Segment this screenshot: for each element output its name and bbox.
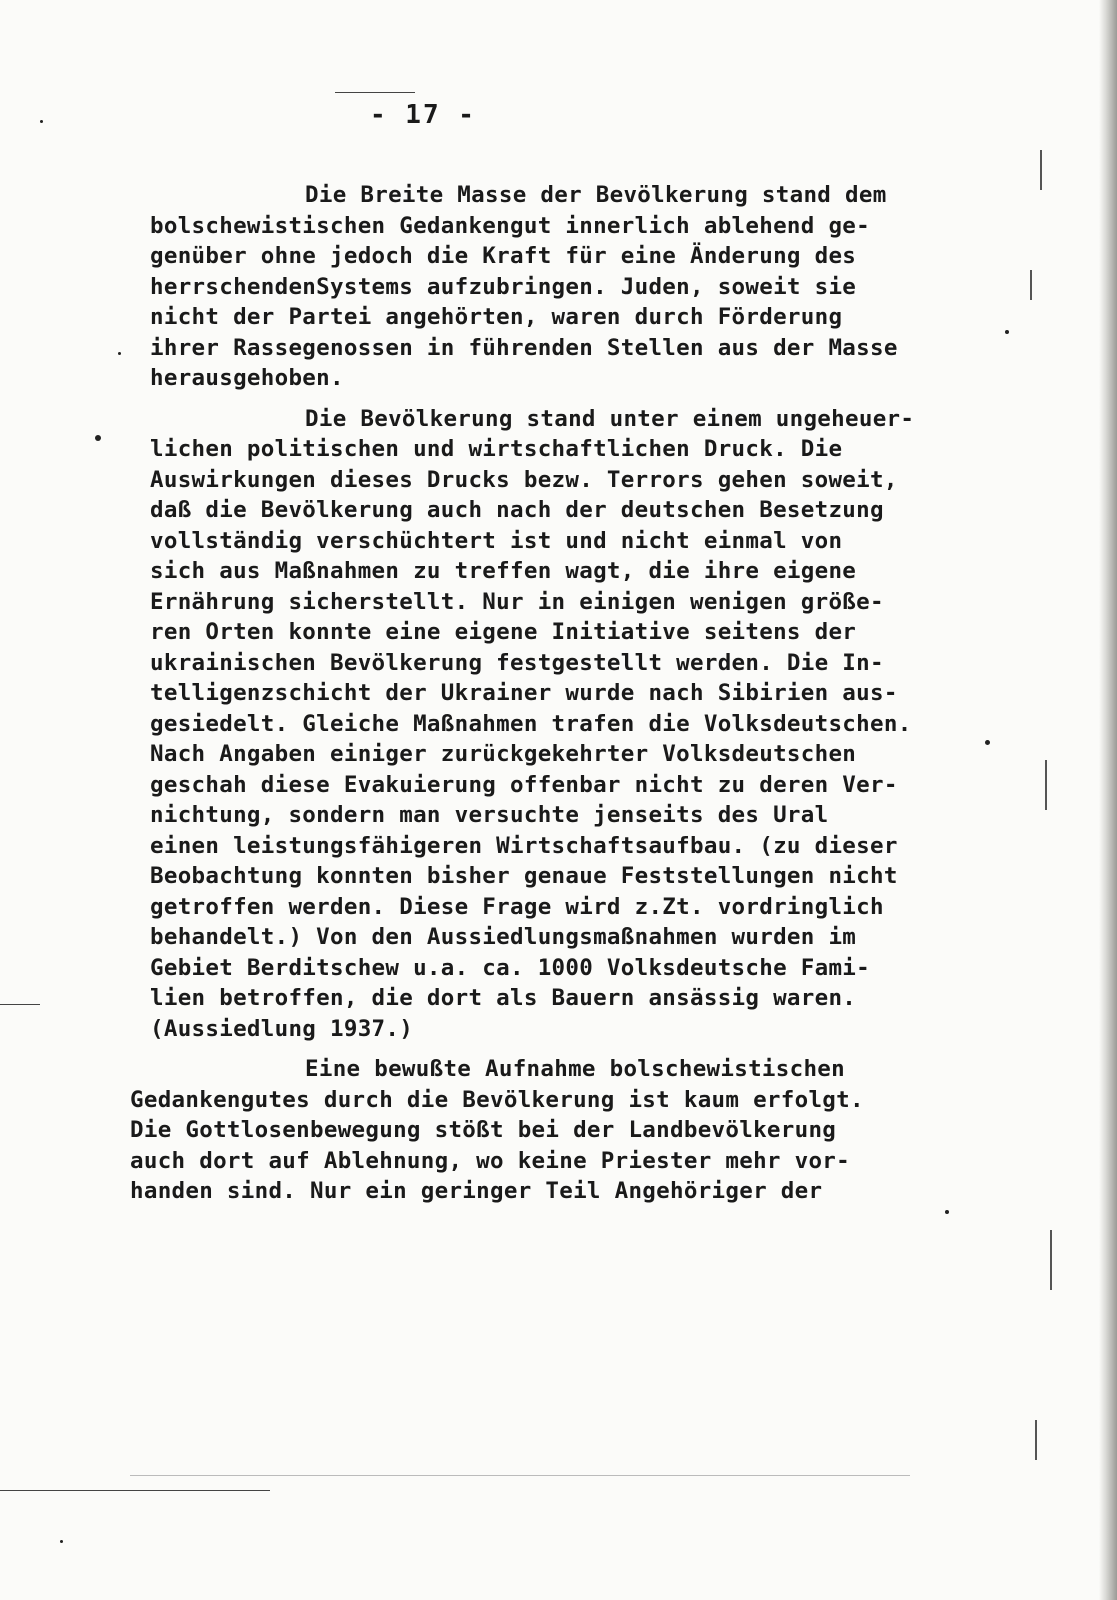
text-line: lien betroffen, die dort als Bauern ansässig waren.: [150, 985, 857, 1011]
text-line: Beobachtung konnten bisher genaue Feststellungen nicht: [150, 863, 898, 889]
edge-mark: [1040, 150, 1042, 190]
edge-mark: [1045, 760, 1047, 810]
scan-speck: [118, 352, 121, 355]
text-line: Eine bewußte Aufnahme bolschewistischen: [305, 1056, 845, 1082]
scan-speck: [60, 1540, 63, 1543]
text-line: nicht der Partei angehörten, waren durch Förderung: [150, 304, 843, 330]
text-line: vollständig verschüchtert ist und nicht einmal von: [150, 527, 843, 554]
text-line: Ernährung sicherstellt. Nur in einigen wenigen größe-: [150, 588, 884, 615]
text-line: sich aus Maßnahmen zu treffen wagt, die ihre eigene: [150, 558, 857, 584]
text-line: behandelt.) Von den Aussiedlungsmaßnahmen wurden im: [150, 924, 857, 950]
scan-speck: [945, 1210, 949, 1214]
text-line: Die Breite Masse der Bevölkerung stand dem: [305, 182, 887, 208]
text-line: getroffen werden. Diese Frage wird z.Zt. vordringlich: [150, 893, 884, 920]
scan-speck: [40, 120, 43, 123]
edge-mark: [1030, 270, 1032, 300]
text-line: Die Gottlosenbewegung stößt bei der Landbevölkerung: [130, 1117, 837, 1143]
text-line: Gebiet Berditschew u.a. ca. 1000 Volksdeutsche Fami-: [150, 954, 870, 981]
page-edge-shadow: [1099, 0, 1117, 1600]
bottom-rule-faint: [130, 1475, 910, 1476]
edge-mark: [1050, 1230, 1052, 1290]
text-line: auch dort auf Ablehnung, wo keine Priester mehr vor-: [130, 1147, 850, 1174]
text-line: herrschendenSystems aufzubringen. Juden, soweit sie: [150, 273, 857, 300]
text-line: ren Orten konnte eine eigene Initiative seitens der: [150, 619, 857, 645]
text-line: daß die Bevölkerung auch nach der deutschen Besetzung: [150, 497, 884, 523]
paragraph-3: [130, 1054, 1000, 1207]
paragraph-2: [130, 404, 1000, 1045]
scan-speck: [1005, 330, 1009, 334]
body-text: [130, 180, 1000, 1207]
text-line: Auswirkungen dieses Drucks bezw. Terrors gehen soweit,: [150, 466, 898, 493]
text-line: gesiedelt. Gleiche Maßnahmen trafen die Volksdeutschen.: [150, 710, 912, 737]
scan-speck: [95, 435, 101, 441]
text-line: genüber ohne jedoch die Kraft für eine Änderung des: [150, 243, 857, 269]
margin-mark: [0, 1004, 40, 1005]
page-number: - 17 -: [370, 100, 476, 130]
text-line: einen leistungsfähigeren Wirtschaftsaufbau. (zu dieser: [150, 832, 898, 859]
text-line: nichtung, sondern man versuchte jenseits des Ural: [150, 802, 829, 828]
text-line: (Aussiedlung 1937.): [150, 1015, 414, 1042]
text-line: geschah diese Evakuierung offenbar nicht zu deren Ver-: [150, 771, 898, 798]
top-rule: [335, 92, 415, 93]
text-line: Nach Angaben einiger zurückgekehrter Volksdeutschen: [150, 741, 857, 767]
paragraph-1: [130, 180, 1000, 394]
text-line: Gedankengutes durch die Bevölkerung ist kaum erfolgt.: [130, 1086, 864, 1113]
text-line: bolschewistischen Gedankengut innerlich ablehend ge-: [150, 212, 870, 239]
bottom-rule: [0, 1490, 270, 1491]
text-line: ihrer Rassegenossen in führenden Stellen aus der Masse: [150, 334, 898, 361]
text-line: herausgehoben.: [150, 365, 344, 391]
text-line: Die Bevölkerung stand unter einem ungeheuer-: [305, 405, 915, 432]
text-line: telligenzschicht der Ukrainer wurde nach Sibirien aus-: [150, 680, 898, 706]
text-line: lichen politischen und wirtschaftlichen Druck. Die: [150, 436, 843, 462]
edge-mark: [1035, 1420, 1037, 1460]
text-line: handen sind. Nur ein geringer Teil Angehöriger der: [130, 1178, 823, 1204]
text-line: ukrainischen Bevölkerung festgestellt werden. Die In-: [150, 649, 884, 676]
